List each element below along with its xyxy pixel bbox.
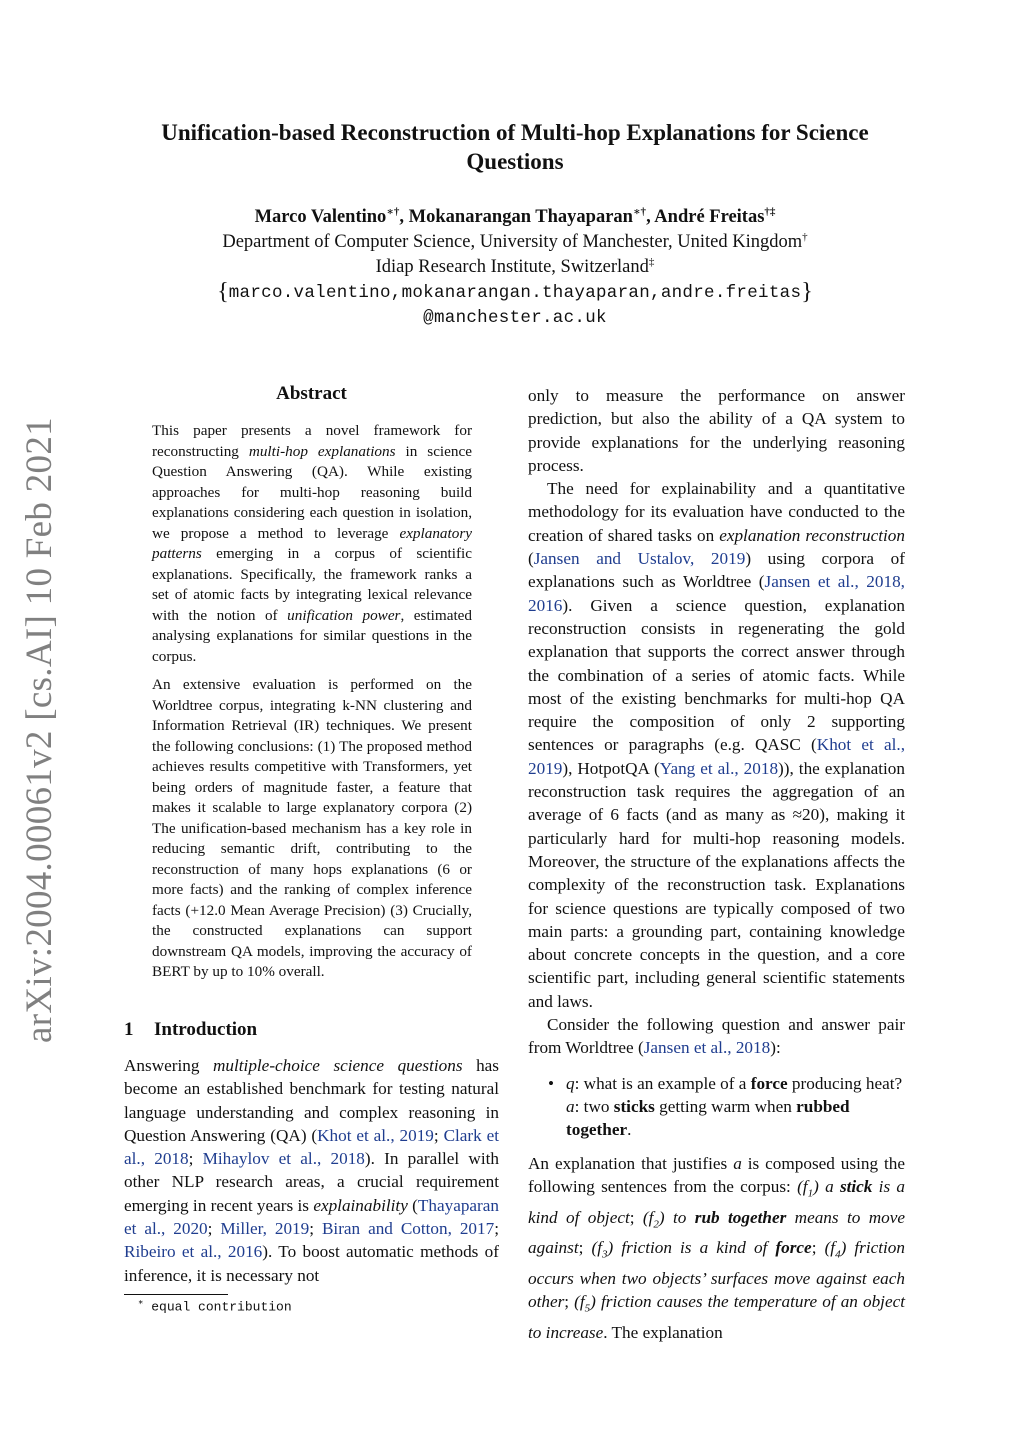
introduction-right-column <box>528 384 905 1344</box>
affiliation-1: Department of Computer Science, University of Manchester, United Kingdom† <box>222 230 808 252</box>
author-2-marks: ∗† <box>632 205 647 218</box>
footnote: ∗ equal contribution <box>138 1298 292 1315</box>
right-paragraph-3: Consider the following question and answer pair from Worldtree (Jansen et al., 2018): <box>528 1015 905 1058</box>
author-3-marks: †‡ <box>764 205 776 218</box>
author-block <box>100 205 930 331</box>
paper-title <box>100 118 930 176</box>
citation-link[interactable]: Ribeiro et al., 2016 <box>124 1242 263 1262</box>
answer-line: a: two sticks getting warm when rubbed together. <box>566 1096 850 1140</box>
citation-link[interactable]: Biran and Cotton, 2017 <box>321 1219 495 1239</box>
citation-link[interactable]: Yang et al., 2018 <box>659 758 779 778</box>
citation-link[interactable]: Jansen et al., 2018 <box>643 1038 771 1058</box>
citation-link[interactable]: Mihaylov et al., 2018 <box>202 1149 365 1169</box>
footnote-rule <box>124 1294 228 1295</box>
author-3: André Freitas <box>654 207 765 227</box>
author-1-marks: ∗† <box>386 205 400 218</box>
arxiv-identifier: arXiv:2004.00061v2 [cs.AI] 10 Feb 2021 <box>19 417 60 1043</box>
author-1: Marco Valentino <box>254 207 387 227</box>
abstract-paragraph-2: An extensive evaluation is performed on the Worldtree corpus, integrating k-NN clustering and Information Retrieval (IR) techniques. We present the following conclusions: (1) The proposed method achieves results competitive with Transformers, yet being orders of magnitude faster, a feature that makes it scalable to large explanatory corpora (2) The unification-based mechanism has a key role in reducing semantic drift, contributing to the reconstruction of many hops explanations (6 or more facts) and the ranking of complex inference facts (+12.0 Mean Average Precision) (3) Crucially, the constructed explanations can support downstream QA models, improving the accuracy of BERT by up to 10% overall. <box>152 676 472 980</box>
email-domain: @manchester.ac.uk <box>423 308 607 328</box>
citation-link[interactable]: Khot et al., 2019 <box>528 735 905 778</box>
right-paragraph-1: only to measure the performance on answer prediction, but also the ability of a QA system to provide explanations for the underlying reasoning process. <box>528 386 905 475</box>
section-heading-introduction: 1 Introduction <box>124 1019 258 1040</box>
abstract-heading: Abstract <box>276 383 347 404</box>
citation-link[interactable]: Miller, 2019 <box>220 1219 310 1239</box>
email-line: {marco.valentino,mokanarangan.thayaparan,andre.freitas} <box>217 279 813 305</box>
citation-link[interactable]: Thayaparan et al., 2020 <box>124 1195 500 1239</box>
author-names: Marco Valentino∗†, Mokanarangan Thayaparan∗†, André Freitas†‡ <box>254 205 776 227</box>
affiliation-2: Idiap Research Institute, Switzerland‡ <box>375 255 655 277</box>
citation-link[interactable]: Khot et al., 2019 <box>317 1125 434 1145</box>
right-paragraph-2: The need for explainability and a quantitative methodology for its evaluation have conducted to the creation of shared tasks on explanation reconstruction (Jansen and Ustalov, 2019) using corpora of explanations such as Worldtree (Jansen et al., 2018, 2016). Given a science question, explanation reconstruction consists in regenerating the gold explanation that supports the correct answer through the combination of a series of atomic facts. While most of the existing benchmarks for multi-hop QA require the composition of only 2 supporting sentences or paragraphs (e.g. QASC (Khot et al., 2019), HotpotQA (Yang et al., 2018)), the explanation reconstruction task requires the aggregation of an average of 6 facts (and as many as ≈20), making it particularly hard for multi-hop reasoning models. Moreover, the structure of the explanations affects the complexity of the reconstruction task. Explanations for science questions are typically composed of two main parts: a grounding part, containing knowledge about concrete concepts in the question, and a core scientific part, including general scientific statements and laws. <box>528 479 905 1011</box>
title-line-2: Questions <box>466 149 564 174</box>
bullet-dot: • <box>548 1073 555 1093</box>
author-2: Mokanarangan Thayaparan <box>408 207 633 227</box>
citation-link[interactable]: Jansen and Ustalov, 2019 <box>533 549 746 569</box>
title-line-1: Unification-based Reconstruction of Multi-hop Explanations for Science <box>161 120 869 145</box>
abstract-paragraph-1: This paper presents a novel framework for reconstructing multi-hop explanations in science Question Answering (QA). While existing approaches for multi-hop reasoning build explanations considering each question in isolation, we propose a method to leverage explanatory patterns emerging in a corpus of scientific explanations. Specifically, the framework ranks a set of atomic facts by integrating lexical relevance with the notion of unification power, estimated analysing explanations for similar questions in the corpus. <box>152 422 472 665</box>
citation-link[interactable]: Jansen et al., 2018, 2016 <box>528 572 905 615</box>
question-line: q: what is an example of a force producing heat? <box>566 1073 903 1093</box>
citation-link[interactable]: Clark et al., 2018 <box>124 1125 500 1169</box>
right-paragraph-4: An explanation that justifies a is composed using the following sentences from the corpus: $(f_1)$ a stick is a kind of object; $(f_2)$ to rub together means to move against; $(f_3)$ friction is a kind of force; $(f_4)$ friction occurs when two objects’ surfaces move against each other; $(f_5)$ friction causes the temperature of an object to increase. The explanation <box>528 1153 906 1343</box>
qa-example <box>528 1072 905 1142</box>
introduction-left-column: Answering multiple-choice science questions has become an established benchmark for testing natural language understanding and complex reasoning in Question Answering (QA) (Khot et al., 2019; Clark et al., 2018; Mihaylov et al., 2018). In parallel with other NLP research areas, a crucial requirement emerging in recent years is explainability (Thayaparan et al., 2020; Miller, 2019; Biran and Cotton, 2017; Ribeiro et al., 2016). To boost automatic methods of inference, it is necessary not <box>124 1056 500 1285</box>
